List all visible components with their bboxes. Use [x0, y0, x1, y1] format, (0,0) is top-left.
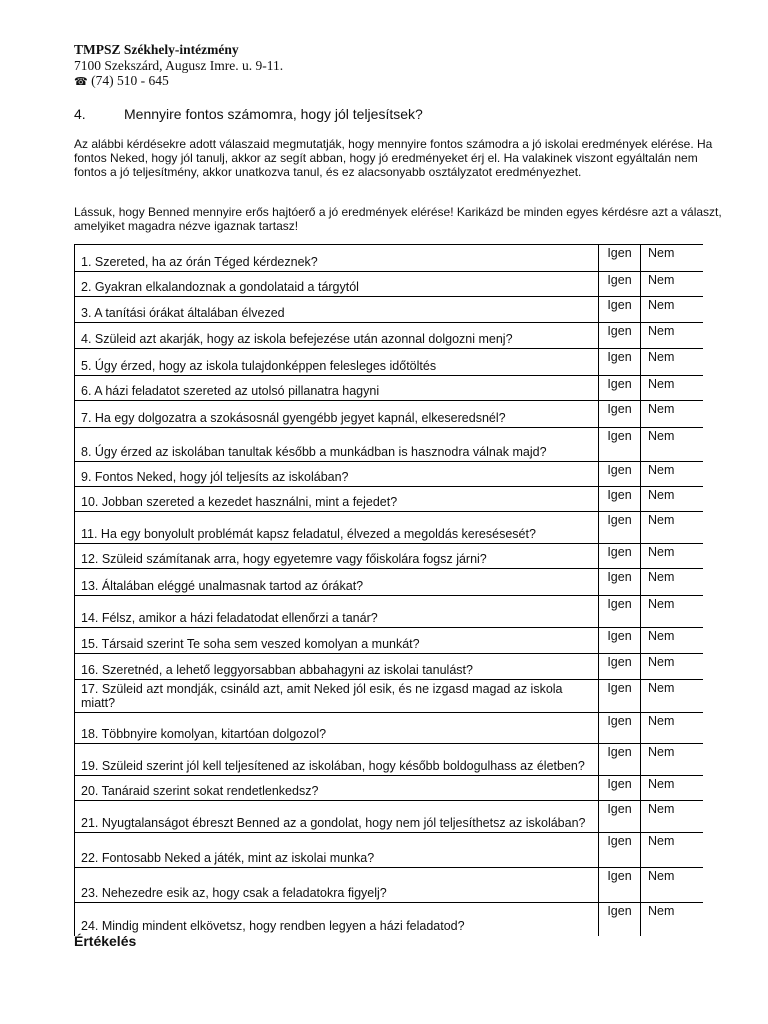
- answer-yes-option[interactable]: Igen: [599, 713, 641, 744]
- answer-no-option[interactable]: Nem: [641, 596, 704, 628]
- answer-no-option[interactable]: Nem: [641, 245, 704, 272]
- address: 7100 Szekszárd, Augusz Imre. u. 9-11.: [74, 57, 284, 73]
- answer-no-option[interactable]: Nem: [641, 801, 704, 833]
- question-row: [75, 628, 704, 654]
- question-text: 2. Gyakran elkalandoznak a gondolataid a tárgytól: [75, 272, 599, 297]
- question-row: [75, 323, 704, 349]
- question-row: [75, 401, 704, 428]
- answer-yes-option[interactable]: Igen: [599, 428, 641, 462]
- answer-yes-option[interactable]: Igen: [599, 401, 641, 428]
- section-number: 4.: [74, 106, 86, 122]
- answer-no-option[interactable]: Nem: [641, 401, 704, 428]
- question-row: [75, 512, 704, 544]
- question-text: 11. Ha egy bonyolult problémát kapsz feladatul, élvezed a megoldás keresésesét?: [75, 512, 599, 544]
- phone-number: (74) 510 - 645: [91, 73, 169, 88]
- question-text: 15. Társaid szerint Te soha sem veszed komolyan a munkát?: [75, 628, 599, 654]
- evaluation-heading: Értékelés: [74, 933, 137, 949]
- answer-yes-option[interactable]: Igen: [599, 462, 641, 487]
- answer-yes-option[interactable]: Igen: [599, 776, 641, 801]
- answer-yes-option[interactable]: Igen: [599, 376, 641, 401]
- answer-no-option[interactable]: Nem: [641, 654, 704, 680]
- answer-yes-option[interactable]: Igen: [599, 833, 641, 868]
- question-text: 3. A tanítási órákat általában élvezed: [75, 297, 599, 323]
- answer-yes-option[interactable]: Igen: [599, 628, 641, 654]
- question-text: 6. A házi feladatot szereted az utolsó pillanatra hagyni: [75, 376, 599, 401]
- answer-yes-option[interactable]: Igen: [599, 544, 641, 569]
- phone-icon: ☎: [74, 75, 88, 88]
- question-row: [75, 744, 704, 776]
- answer-no-option[interactable]: Nem: [641, 868, 704, 903]
- question-row: [75, 245, 704, 272]
- answer-yes-option[interactable]: Igen: [599, 272, 641, 297]
- question-row: [75, 428, 704, 462]
- answer-no-option[interactable]: Nem: [641, 544, 704, 569]
- answer-yes-option[interactable]: Igen: [599, 744, 641, 776]
- question-row: [75, 776, 704, 801]
- question-row: [75, 272, 704, 297]
- question-text: 12. Szüleid számítanak arra, hogy egyetemre vagy főiskolára fogsz járni?: [75, 544, 599, 569]
- question-text: 23. Nehezedre esik az, hogy csak a feladatokra figyelj?: [75, 868, 599, 903]
- answer-yes-option[interactable]: Igen: [599, 512, 641, 544]
- question-text: 19. Szüleid szerint jól kell teljesítened az iskolában, hogy később boldogulhass az életben?: [75, 744, 599, 776]
- question-text: 21. Nyugtalanságot ébreszt Benned az a gondolat, hogy nem jól teljesíthetsz az iskolában?: [75, 801, 599, 833]
- answer-no-option[interactable]: Nem: [641, 569, 704, 596]
- answer-no-option[interactable]: Nem: [641, 512, 704, 544]
- question-text: 20. Tanáraid szerint sokat rendetlenkedsz?: [75, 776, 599, 801]
- answer-yes-option[interactable]: Igen: [599, 903, 641, 936]
- question-row: [75, 833, 704, 868]
- question-text: 5. Úgy érzed, hogy az iskola tulajdonképpen felesleges időtöltés: [75, 349, 599, 376]
- answer-yes-option[interactable]: Igen: [599, 680, 641, 713]
- question-row: [75, 713, 704, 744]
- question-text: 16. Szeretnéd, a lehető leggyorsabban abbahagyni az iskolai tanulást?: [75, 654, 599, 680]
- document-header: [74, 42, 283, 90]
- answer-no-option[interactable]: Nem: [641, 713, 704, 744]
- answer-no-option[interactable]: Nem: [641, 323, 704, 349]
- question-row: [75, 569, 704, 596]
- question-row: [75, 487, 704, 512]
- answer-no-option[interactable]: Nem: [641, 297, 704, 323]
- question-row: [75, 801, 704, 833]
- answer-no-option[interactable]: Nem: [641, 833, 704, 868]
- answer-no-option[interactable]: Nem: [641, 776, 704, 801]
- answer-no-option[interactable]: Nem: [641, 744, 704, 776]
- answer-no-option[interactable]: Nem: [641, 462, 704, 487]
- question-row: [75, 544, 704, 569]
- answer-no-option[interactable]: Nem: [641, 272, 704, 297]
- question-text: 1. Szereted, ha az órán Téged kérdeznek?: [75, 245, 599, 272]
- question-text: 7. Ha egy dolgozatra a szokásosnál gyengébb jegyet kapnál, elkeseredsnél?: [75, 401, 599, 428]
- answer-yes-option[interactable]: Igen: [599, 323, 641, 349]
- answer-yes-option[interactable]: Igen: [599, 868, 641, 903]
- answer-yes-option[interactable]: Igen: [599, 801, 641, 833]
- answer-no-option[interactable]: Nem: [641, 628, 704, 654]
- question-text: 17. Szüleid azt mondják, csináld azt, amit Neked jól esik, és ne izgasd magad az iskola miatt?: [75, 680, 599, 713]
- answer-no-option[interactable]: Nem: [641, 903, 704, 936]
- question-text: 18. Többnyire komolyan, kitartóan dolgozol?: [75, 713, 599, 744]
- question-row: [75, 654, 704, 680]
- answer-no-option[interactable]: Nem: [641, 376, 704, 401]
- question-row: [75, 596, 704, 628]
- question-text: 4. Szüleid azt akarják, hogy az iskola befejezése után azonnal dolgozni menj?: [75, 323, 599, 349]
- section-title: Mennyire fontos számomra, hogy jól teljesítsek?: [124, 106, 423, 122]
- question-text: 10. Jobban szereted a kezedet használni, mint a fejedet?: [75, 487, 599, 512]
- question-row: [75, 462, 704, 487]
- question-text: 24. Mindig mindent elkövetsz, hogy rendben legyen a házi feladatod?: [75, 903, 599, 936]
- question-row: [75, 376, 704, 401]
- question-row: [75, 903, 704, 936]
- question-text: 14. Félsz, amikor a házi feladatodat ellenőrzi a tanár?: [75, 596, 599, 628]
- answer-yes-option[interactable]: Igen: [599, 349, 641, 376]
- organization-name: TMPSZ Székhely-intézmény: [74, 42, 239, 57]
- answer-yes-option[interactable]: Igen: [599, 297, 641, 323]
- answer-no-option[interactable]: Nem: [641, 680, 704, 713]
- question-text: 9. Fontos Neked, hogy jól teljesíts az iskolában?: [75, 462, 599, 487]
- answer-no-option[interactable]: Nem: [641, 349, 704, 376]
- answer-yes-option[interactable]: Igen: [599, 569, 641, 596]
- answer-yes-option[interactable]: Igen: [599, 654, 641, 680]
- question-row: [75, 349, 704, 376]
- question-row: [75, 680, 704, 713]
- question-text: 8. Úgy érzed az iskolában tanultak később a munkádban is hasznodra válnak majd?: [75, 428, 599, 462]
- question-row: [75, 868, 704, 903]
- phone-line: [74, 73, 283, 90]
- answer-yes-option[interactable]: Igen: [599, 245, 641, 272]
- intro-paragraph-2: Lássuk, hogy Benned mennyire erős hajtóerő a jó eredmények elérése! Karikázd be minden egyes kérdésre azt a választ, amelyiket magadra nézve igaznak tartasz!: [74, 205, 722, 233]
- answer-no-option[interactable]: Nem: [641, 428, 704, 462]
- answer-no-option[interactable]: Nem: [641, 487, 704, 512]
- section-heading: [74, 106, 423, 122]
- intro-paragraph-1: Az alábbi kérdésekre adott válaszaid megmutatják, hogy mennyire fontos számodra a jó iskolai eredmények elérése. Ha fontos Neked, hogy jól tanulj, akkor az segít abban, hogy jó eredményeket érj el. Ha valakinek viszont egyáltalán nem fontos a jó teljesítmény, akkor unatkozva tanul, és ez alacsonyabb osztályzatot eredményezhet.: [74, 137, 713, 179]
- answer-yes-option[interactable]: Igen: [599, 596, 641, 628]
- answer-yes-option[interactable]: Igen: [599, 487, 641, 512]
- question-text: 13. Általában eléggé unalmasnak tartod az órákat?: [75, 569, 599, 596]
- question-text: 22. Fontosabb Neked a játék, mint az iskolai munka?: [75, 833, 599, 868]
- question-row: [75, 297, 704, 323]
- questionnaire-table: [74, 244, 703, 936]
